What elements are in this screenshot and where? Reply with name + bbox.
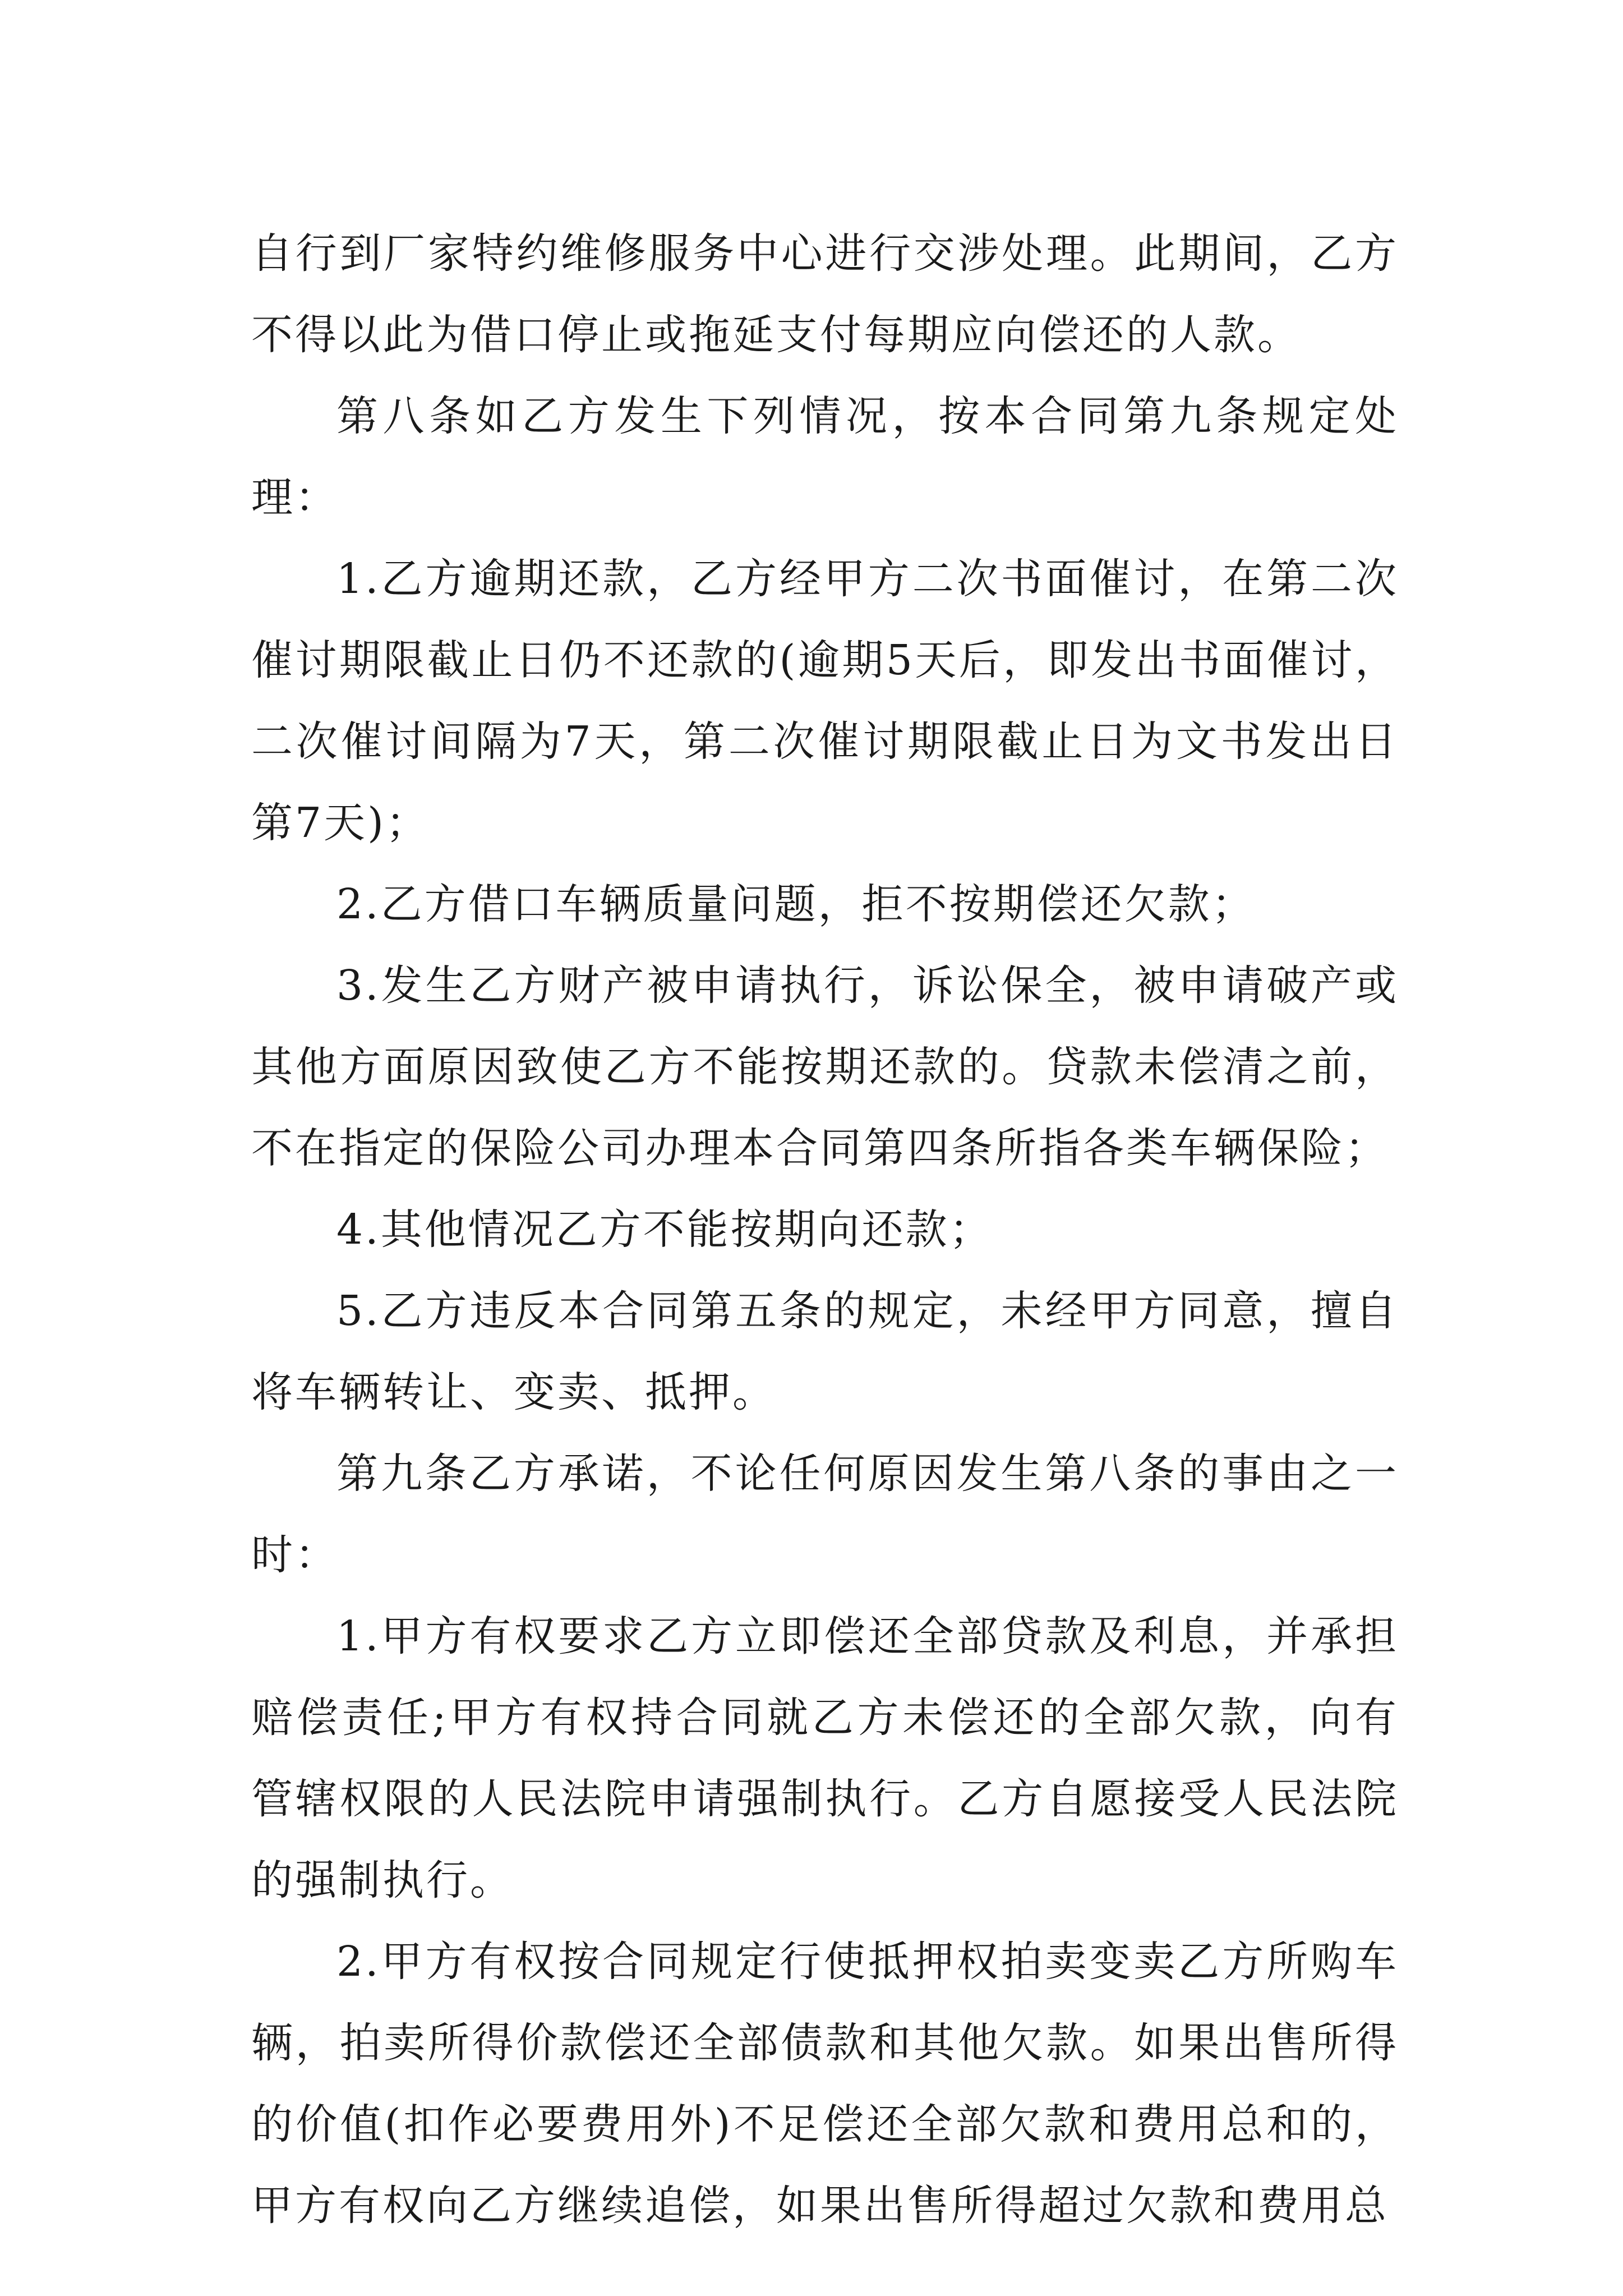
article-9-item-1: 1.甲方有权要求乙方立即偿还全部贷款及利息，并承担赔偿责任;甲方有权持合同就乙方未偿还的全部欠款，向有管辖权限的人民法院申请强制执行。乙方自愿接受人民法院的强制执行。 (251, 1612, 1399, 1904)
article-8-heading: 第八条如乙方发生下列情况，按本合同第九条规定处理： (251, 392, 1399, 522)
article-8-item-5: 5.乙方违反本合同第五条的规定，未经甲方同意，擅自将车辆转让、变卖、抵押。 (251, 1287, 1399, 1416)
article-8-item-2: 2.乙方借口车辆质量问题，拒不按期偿还欠款； (336, 880, 1256, 928)
article-9-heading: 第九条乙方承诺，不论任何原因发生第八条的事由之一时： (251, 1450, 1399, 1579)
article-8-item-1: 1.乙方逾期还款，乙方经甲方二次书面催讨，在第二次催讨期限截止日仍不还款的(逾期5天后，即发出书面催讨，二次催讨间隔为7天，第二次催讨期限截止日为文书发出日第7天)； (251, 555, 1399, 847)
document-body (251, 213, 1399, 2247)
paragraph-continuation: 自行到厂家特约维修服务中心进行交涉处理。此期间，乙方不得以此为借口停止或拖延支付每期应向偿还的人款。 (251, 229, 1399, 359)
article-9-item-2: 2.甲方有权按合同规定行使抵押权拍卖变卖乙方所购车辆，拍卖所得价款偿还全部债款和其他欠款。如果出售所得的价值(扣作必要费用外)不足偿还全部欠款和费用总和的，甲方有权向乙方继续追偿，如果出售所得超过欠款和费用总 (251, 1938, 1399, 2230)
article-8-item-3: 3.发生乙方财产被申请执行，诉讼保全，被申请破产或其他方面原因致使乙方不能按期还款的。贷款未偿清之前，不在指定的保险公司办理本合同第四条所指各类车辆保险； (251, 961, 1399, 1172)
article-8-item-4: 4.其他情况乙方不能按期向还款； (336, 1205, 993, 1254)
